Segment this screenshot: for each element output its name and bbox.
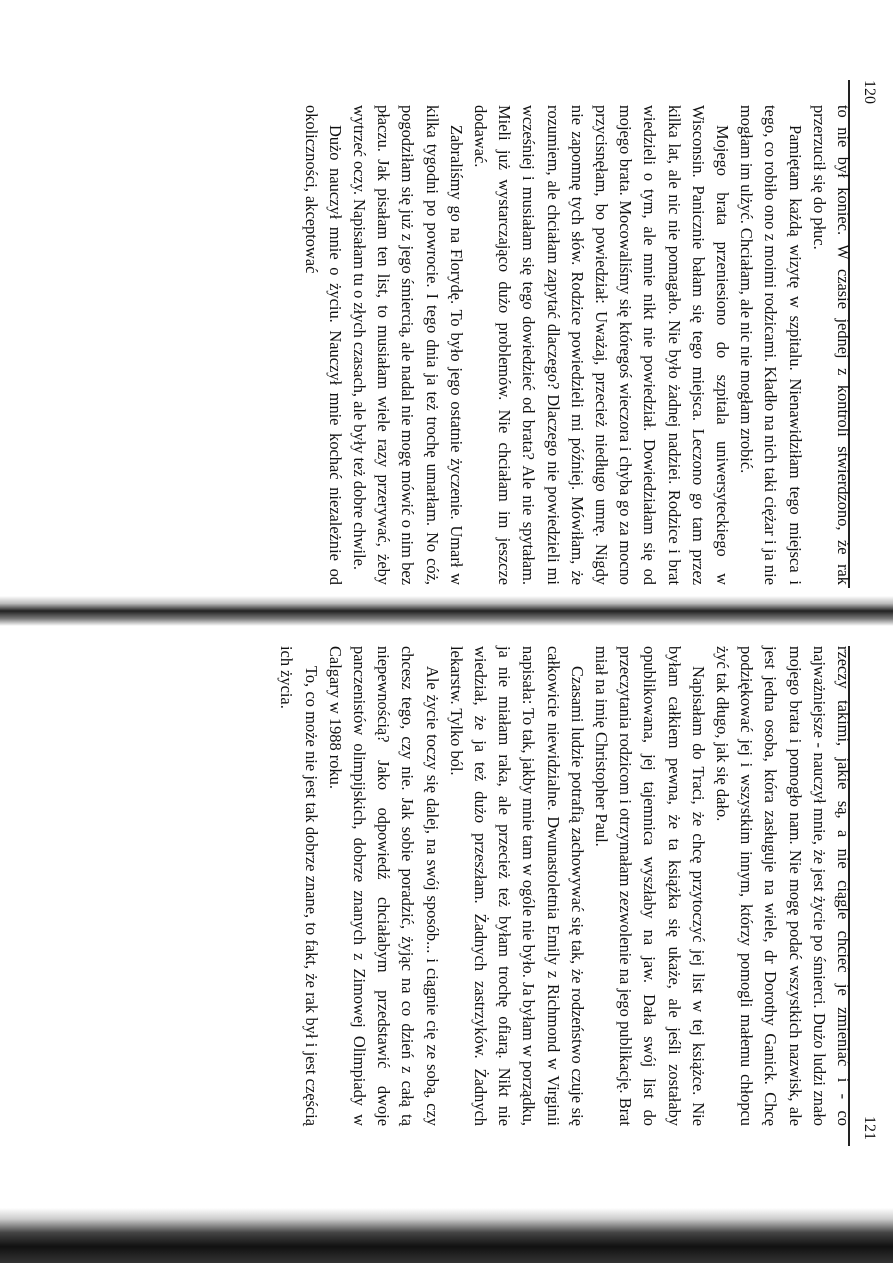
page-number: 121 <box>861 1116 878 1140</box>
right-page <box>0 626 893 1208</box>
paragraph: To, co może nie jest tak dobrze znane, to fakt, że rak był i jest częścią ich życia. <box>277 646 321 1126</box>
paragraph: rzeczy takimi, jakie są, a nie ciągle chcieć je zmieniać i - co najważniejsze - nauczył mnie, że jest życie po śmierci. Dużo ludzi znało mojego brata i pomogło nam. Nie mogę podać wszystkich nazwisk, ale jest jedna osoba, która zasługuje na wiele, dr Dorothy Ganick. Chcę podziękować jej i wszystkim innym, którzy pomogli małemu chłopcu żyć tak długo, jak się dało. <box>712 646 853 1126</box>
paragraph: Zabraliśmy go na Florydę. To było jego ostatnie życzenie. Umarł w kilka tygodni po powrocie. I tego dnia ja też trochę umarłam. No cóż, pogodziłam się już z jego śmiercią, ale nadal nie mogę mówić o nim bez płaczu. Jak pisałam ten list, to musiałam wiele razy przerywać, żeby wytrzeć oczy. Napisałam tu o złych czasach, ale były też dobre chwile. <box>349 105 466 585</box>
paragraph: Pamiętam każdą wizytę w szpitalu. Nienawidziłam tego miejsca i tego, co robiło ono z moimi rodzicami. Kładło na nich taki ciężar i ja nie mogłam im ulżyć. Chciałam, ale nic nie mogłam zrobić. <box>737 105 805 585</box>
paragraph: Mojego brata przeniesiono do szpitala uniwersyteckiego w Wisconsin. Panicznie bałam się tego miejsca. Leczono go tam przez kilka lat, ale nic nie pomagało. Nie było żadnej nadziei. Rodzice i brat wiedzieli o tym, ale mnie nikt nie powiedział. Dowiedziałam się od mojego brata. Mocowaliśmy się któregoś wieczora i chyba go za mocno przycisnęłam, bo powiedział: Uważaj, przecież niedługo umrę. Nigdy nie zapomnę tych słów. Rodzice powiedzieli mi później. Mówiłam, że rozumiem, ale chciałam zapytać dlaczego? Dlaczego nie powiedzieli mi wcześniej i musiałam się tego dowiedzieć od brata? Ale nie spytałam. Mieli już wystarczająco dużo problemów. Nie chciałam im jeszcze dodawać. <box>470 105 732 585</box>
paragraph: Ale życie toczy się dalej, na swój sposób... i ciągnie cię ze sobą, czy chcesz tego, czy nie. Jak sobie poradzić, żyjąc na co dzień z całą tą niepewnością? Jako odpowiedź chciałabym przedstawić dwoje panczenistów olimpijskich, dobrze znanych z Zimowej Olimpiady w Calgary w 1988 roku. <box>325 646 442 1126</box>
page-edge-shadow <box>0 1208 893 1263</box>
paragraph: Napisałam do Traci, że chcę przytoczyć jej list w tej książce. Nie byłam całkiem pewna, że ta książka się ukaże, ale jeśli zostałaby opublikowana, jej tajemnica wyszłaby na jaw. Dała swój list do przeczytania rodzicom i otrzymałam zezwolenie na jego publikację. Brat miał na imię Christopher Paul. <box>591 646 708 1126</box>
paragraph: to nie był koniec. W czasie jednej z kontroli stwierdzono, że rak przerzucił się do płuc. <box>809 105 853 585</box>
left-page <box>0 0 893 596</box>
page-body-text <box>274 646 855 1126</box>
page-body-text <box>298 105 855 585</box>
paragraph: Dużo nauczył mnie o życiu. Nauczył mnie kochać niezależnie od okoliczności, akceptować <box>301 105 345 585</box>
paragraph: Czasami ludzie potrafią zachowywać się tak, że rodzeństwo czuje się całkowicie niewidzialne. Dwunastoletnia Emily z Richmond w Virginii napisała: To tak, jakby mnie tam w ogóle nie było. Ja byłam w porządku, ja nie miałam raka, ale przecież też byłam trochę ofiarą. Nikt nie wiedział, że ja też dużo przeszłam. Żadnych zastrzyków. Żadnych lekarstw. Tylko ból. <box>446 646 587 1126</box>
page-number: 120 <box>861 80 878 104</box>
book-gutter-shadow <box>0 596 893 626</box>
